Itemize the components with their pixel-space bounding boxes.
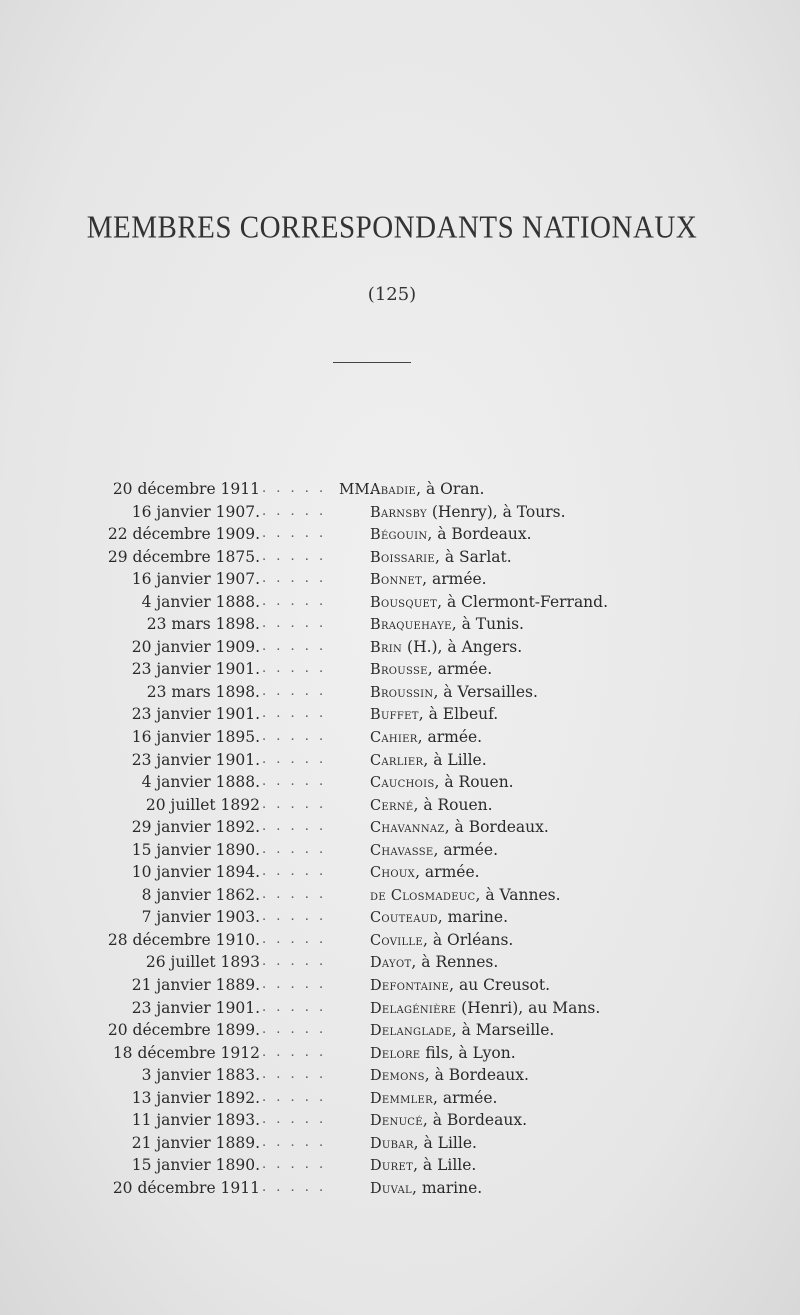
member-details: , à Versailles. (433, 682, 538, 701)
election-date: 20 décembre 1899. (107, 1021, 260, 1040)
leader-dots: . . . . . (262, 481, 327, 496)
election-date: 8 janvier 1862. (141, 885, 260, 904)
leader-dots: . . . . . (262, 774, 327, 790)
member-name: Duret (370, 1158, 414, 1175)
member-name: Defontaine (370, 978, 450, 995)
election-date: 15 janvier 1890. (131, 1156, 260, 1175)
member-name: Cauchois (370, 775, 435, 792)
mm-label: MM. (339, 480, 375, 498)
member-details: , armée. (432, 1088, 498, 1107)
list-item (0, 861, 800, 884)
list-item (0, 501, 800, 524)
member-details: , marine. (411, 1178, 483, 1197)
leader-dots: . . . . . (262, 683, 327, 699)
leader-dots: . . . . . (262, 503, 327, 519)
member-details: , à Bordeaux. (444, 818, 549, 837)
member-name: Cahier (370, 730, 418, 747)
list-item (0, 906, 800, 929)
member-entry (370, 839, 498, 863)
leader-dots: . . . . . (262, 729, 327, 745)
election-date: 21 janvier 1889. (131, 1133, 260, 1152)
election-date: 23 mars 1898. (146, 682, 260, 701)
leader-dots: . . . . . (262, 819, 327, 835)
member-entry (370, 771, 514, 795)
list-item (0, 658, 800, 681)
member-name: Choux (370, 865, 416, 882)
list-item (0, 1132, 800, 1155)
leader-dots: . . . . . (262, 1134, 327, 1150)
member-name: Chavannaz (370, 820, 445, 837)
election-date: 26 juillet 1893 (145, 953, 260, 972)
election-date: 4 janvier 1888. (141, 773, 260, 792)
member-details: , au Creusot. (449, 976, 551, 995)
member-details: , à Sarlat. (435, 547, 512, 566)
election-date: 20 janvier 1909. (131, 637, 260, 656)
member-entry (370, 636, 522, 660)
member-name: Chavasse (370, 842, 434, 859)
leader-dots: . . . . . (262, 909, 327, 925)
list-item (0, 636, 800, 659)
member-name: Dubar (370, 1135, 414, 1152)
member-name: Bonnet (370, 572, 423, 589)
member-details: (Henri), au Mans. (456, 998, 601, 1017)
election-date: 23 janvier 1901. (131, 998, 260, 1017)
member-details: , armée. (417, 728, 483, 747)
election-date: 16 janvier 1895. (131, 728, 260, 747)
list-item (0, 1064, 800, 1087)
list-item (0, 1109, 800, 1132)
member-details: (Henry), à Tours. (426, 502, 566, 521)
election-date: 13 janvier 1892. (131, 1088, 260, 1107)
leader-dots: . . . . . (262, 1157, 327, 1173)
member-entry (370, 1087, 497, 1111)
member-details: , à Oran. (416, 480, 485, 498)
leader-dots: . . . . . (262, 706, 327, 722)
member-entry (370, 501, 566, 525)
member-entry (370, 1154, 476, 1178)
leader-dots: . . . . . (262, 954, 327, 970)
list-item (0, 929, 800, 952)
election-date: 23 mars 1898. (146, 615, 260, 634)
list-item (0, 839, 800, 862)
election-date: 18 décembre 1912 (112, 1043, 260, 1062)
member-entry (370, 726, 482, 750)
list-item (0, 681, 800, 704)
list-item (0, 794, 800, 817)
member-entry (370, 1132, 477, 1156)
list-item (0, 1154, 800, 1177)
leader-dots: . . . . . (262, 593, 327, 609)
list-item (0, 884, 800, 907)
member-entry (370, 816, 549, 840)
member-details: , à Rennes. (411, 953, 499, 972)
member-name: Delanglade (370, 1023, 452, 1040)
leader-dots: . . . . . (262, 1044, 327, 1060)
member-name: Carlier (370, 752, 424, 769)
member-name: Brousse (370, 662, 428, 679)
member-details: fils, à Lyon. (420, 1043, 516, 1062)
member-name: Delagénière (370, 1000, 457, 1017)
member-name: Braquehaye (370, 617, 452, 634)
member-name: Brin (370, 639, 403, 656)
member-entry (370, 906, 508, 930)
election-date: 20 décembre 1911 (112, 1178, 260, 1197)
member-details: , à Bordeaux. (427, 525, 532, 544)
member-details: , armée. (415, 863, 480, 882)
list-item (0, 997, 800, 1020)
member-entry (370, 951, 498, 975)
member-details: (H.), à Angers. (402, 637, 523, 656)
member-entry (370, 658, 492, 682)
member-entry (370, 861, 480, 885)
member-name: Barnsby (370, 504, 427, 521)
member-entry (370, 884, 561, 908)
divider-rule (333, 362, 411, 363)
member-entry (370, 929, 513, 953)
member-details: , à Bordeaux. (424, 1066, 529, 1085)
election-date: 28 décembre 1910. (107, 930, 260, 949)
leader-dots: . . . . . (262, 661, 327, 677)
list-item (0, 1177, 800, 1200)
member-details: , armée. (433, 840, 499, 859)
list-item (0, 974, 800, 997)
member-details: , à Vannes. (475, 885, 561, 904)
member-details: , à Lille. (413, 1156, 477, 1175)
leader-dots: . . . . . (262, 886, 327, 902)
list-item (0, 568, 800, 591)
leader-dots: . . . . . (262, 616, 327, 632)
leader-dots: . . . . . (262, 526, 327, 542)
election-date: 15 janvier 1890. (131, 840, 260, 859)
list-item (0, 523, 800, 546)
election-date: 11 janvier 1893. (131, 1111, 260, 1130)
member-entry (370, 613, 524, 637)
list-item (0, 591, 800, 614)
member-entry (370, 794, 493, 818)
election-date: 29 janvier 1892. (131, 818, 260, 837)
member-details: , armée. (422, 570, 487, 589)
member-details: , à Lille. (423, 750, 487, 769)
member-name: Bousquet (370, 594, 438, 611)
election-date: 21 janvier 1889. (131, 976, 260, 995)
leader-dots: . . . . . (262, 1112, 327, 1128)
member-entry (370, 591, 608, 615)
leader-dots: . . . . . (262, 1022, 327, 1038)
member-entry (370, 703, 498, 727)
election-date: 22 décembre 1909. (107, 525, 260, 544)
list-item (0, 951, 800, 974)
member-details: , à Tunis. (451, 615, 524, 634)
list-item (0, 1087, 800, 1110)
member-name: Boissarie (370, 549, 436, 566)
member-details: , à Rouen. (434, 773, 514, 792)
member-details: , à Marseille. (451, 1021, 555, 1040)
member-name: Bégouin (370, 527, 428, 544)
list-item (0, 816, 800, 839)
member-details: , à Elbeuf. (418, 705, 499, 724)
election-date: 3 janvier 1883. (141, 1066, 260, 1085)
list-item (0, 771, 800, 794)
election-date: 23 janvier 1901. (131, 705, 260, 724)
member-name: Buffet (370, 707, 419, 724)
election-date: 10 janvier 1894. (131, 863, 260, 882)
leader-dots: . . . . . (262, 977, 327, 993)
member-name: Abadie (370, 482, 417, 498)
election-date: 7 janvier 1903. (141, 908, 260, 927)
member-entry (370, 523, 532, 547)
member-name: Coville (370, 932, 423, 949)
election-date: 23 janvier 1901. (131, 750, 260, 769)
list-item (0, 546, 800, 569)
election-date: 20 décembre 1911 (112, 480, 260, 498)
member-entry (370, 568, 487, 592)
leader-dots: . . . . . (262, 1179, 327, 1195)
member-name: Couteaud (370, 910, 438, 927)
election-date: 16 janvier 1907. (131, 570, 260, 589)
member-entry (370, 478, 484, 502)
election-date: 20 juillet 1892 (145, 795, 260, 814)
member-entry (370, 749, 487, 773)
member-name: Dayot (370, 955, 412, 972)
member-name: Demons (370, 1068, 425, 1085)
member-entry (370, 546, 512, 570)
list-item (0, 726, 800, 749)
election-date: 16 janvier 1907. (131, 502, 260, 521)
election-date: 29 décembre 1875. (107, 547, 260, 566)
member-name: de Closmadeuc (370, 887, 476, 904)
page-title: MEMBRES CORRESPONDANTS NATIONAUX (86, 210, 698, 246)
member-details: , à Bordeaux. (422, 1111, 527, 1130)
list-item (0, 613, 800, 636)
list-item (0, 478, 800, 501)
member-details: , à Orléans. (422, 930, 514, 949)
member-details: , marine. (437, 908, 509, 927)
list-item (0, 1042, 800, 1065)
leader-dots: . . . . . (262, 571, 327, 587)
member-entry (370, 1042, 516, 1066)
member-name: Broussin (370, 684, 434, 701)
member-entry (370, 1177, 482, 1201)
leader-dots: . . . . . (262, 796, 327, 812)
member-name: Delore (370, 1045, 421, 1062)
member-name: Denucé (370, 1113, 423, 1130)
leader-dots: . . . . . (262, 999, 327, 1015)
member-entry (370, 1109, 527, 1133)
member-name: Cerné (370, 797, 414, 814)
leader-dots: . . . . . (262, 1089, 327, 1105)
leader-dots: . . . . . (262, 548, 327, 564)
election-date: 4 janvier 1888. (141, 592, 260, 611)
leader-dots: . . . . . (262, 638, 327, 654)
list-item (0, 703, 800, 726)
list-item (0, 1019, 800, 1042)
member-entry (370, 974, 550, 998)
member-entry (370, 681, 538, 705)
member-details: , à Clermont-Ferrand. (437, 592, 609, 611)
member-entry (370, 997, 600, 1021)
member-details: , à Rouen. (413, 795, 493, 814)
leader-dots: . . . . . (262, 1067, 327, 1083)
leader-dots: . . . . . (262, 841, 327, 857)
member-details: , armée. (427, 660, 493, 679)
member-entry (370, 1019, 554, 1043)
list-item (0, 749, 800, 772)
member-name: Duval (370, 1180, 412, 1197)
leader-dots: . . . . . (262, 751, 327, 767)
leader-dots: . . . . . (262, 864, 327, 880)
election-date: 23 janvier 1901. (131, 660, 260, 679)
member-details: , à Lille. (413, 1133, 477, 1152)
member-name: Demmler (370, 1090, 433, 1107)
member-entry (370, 1064, 529, 1088)
member-list (0, 478, 800, 1200)
leader-dots: . . . . . (262, 931, 327, 947)
member-count: (125) (367, 284, 417, 305)
